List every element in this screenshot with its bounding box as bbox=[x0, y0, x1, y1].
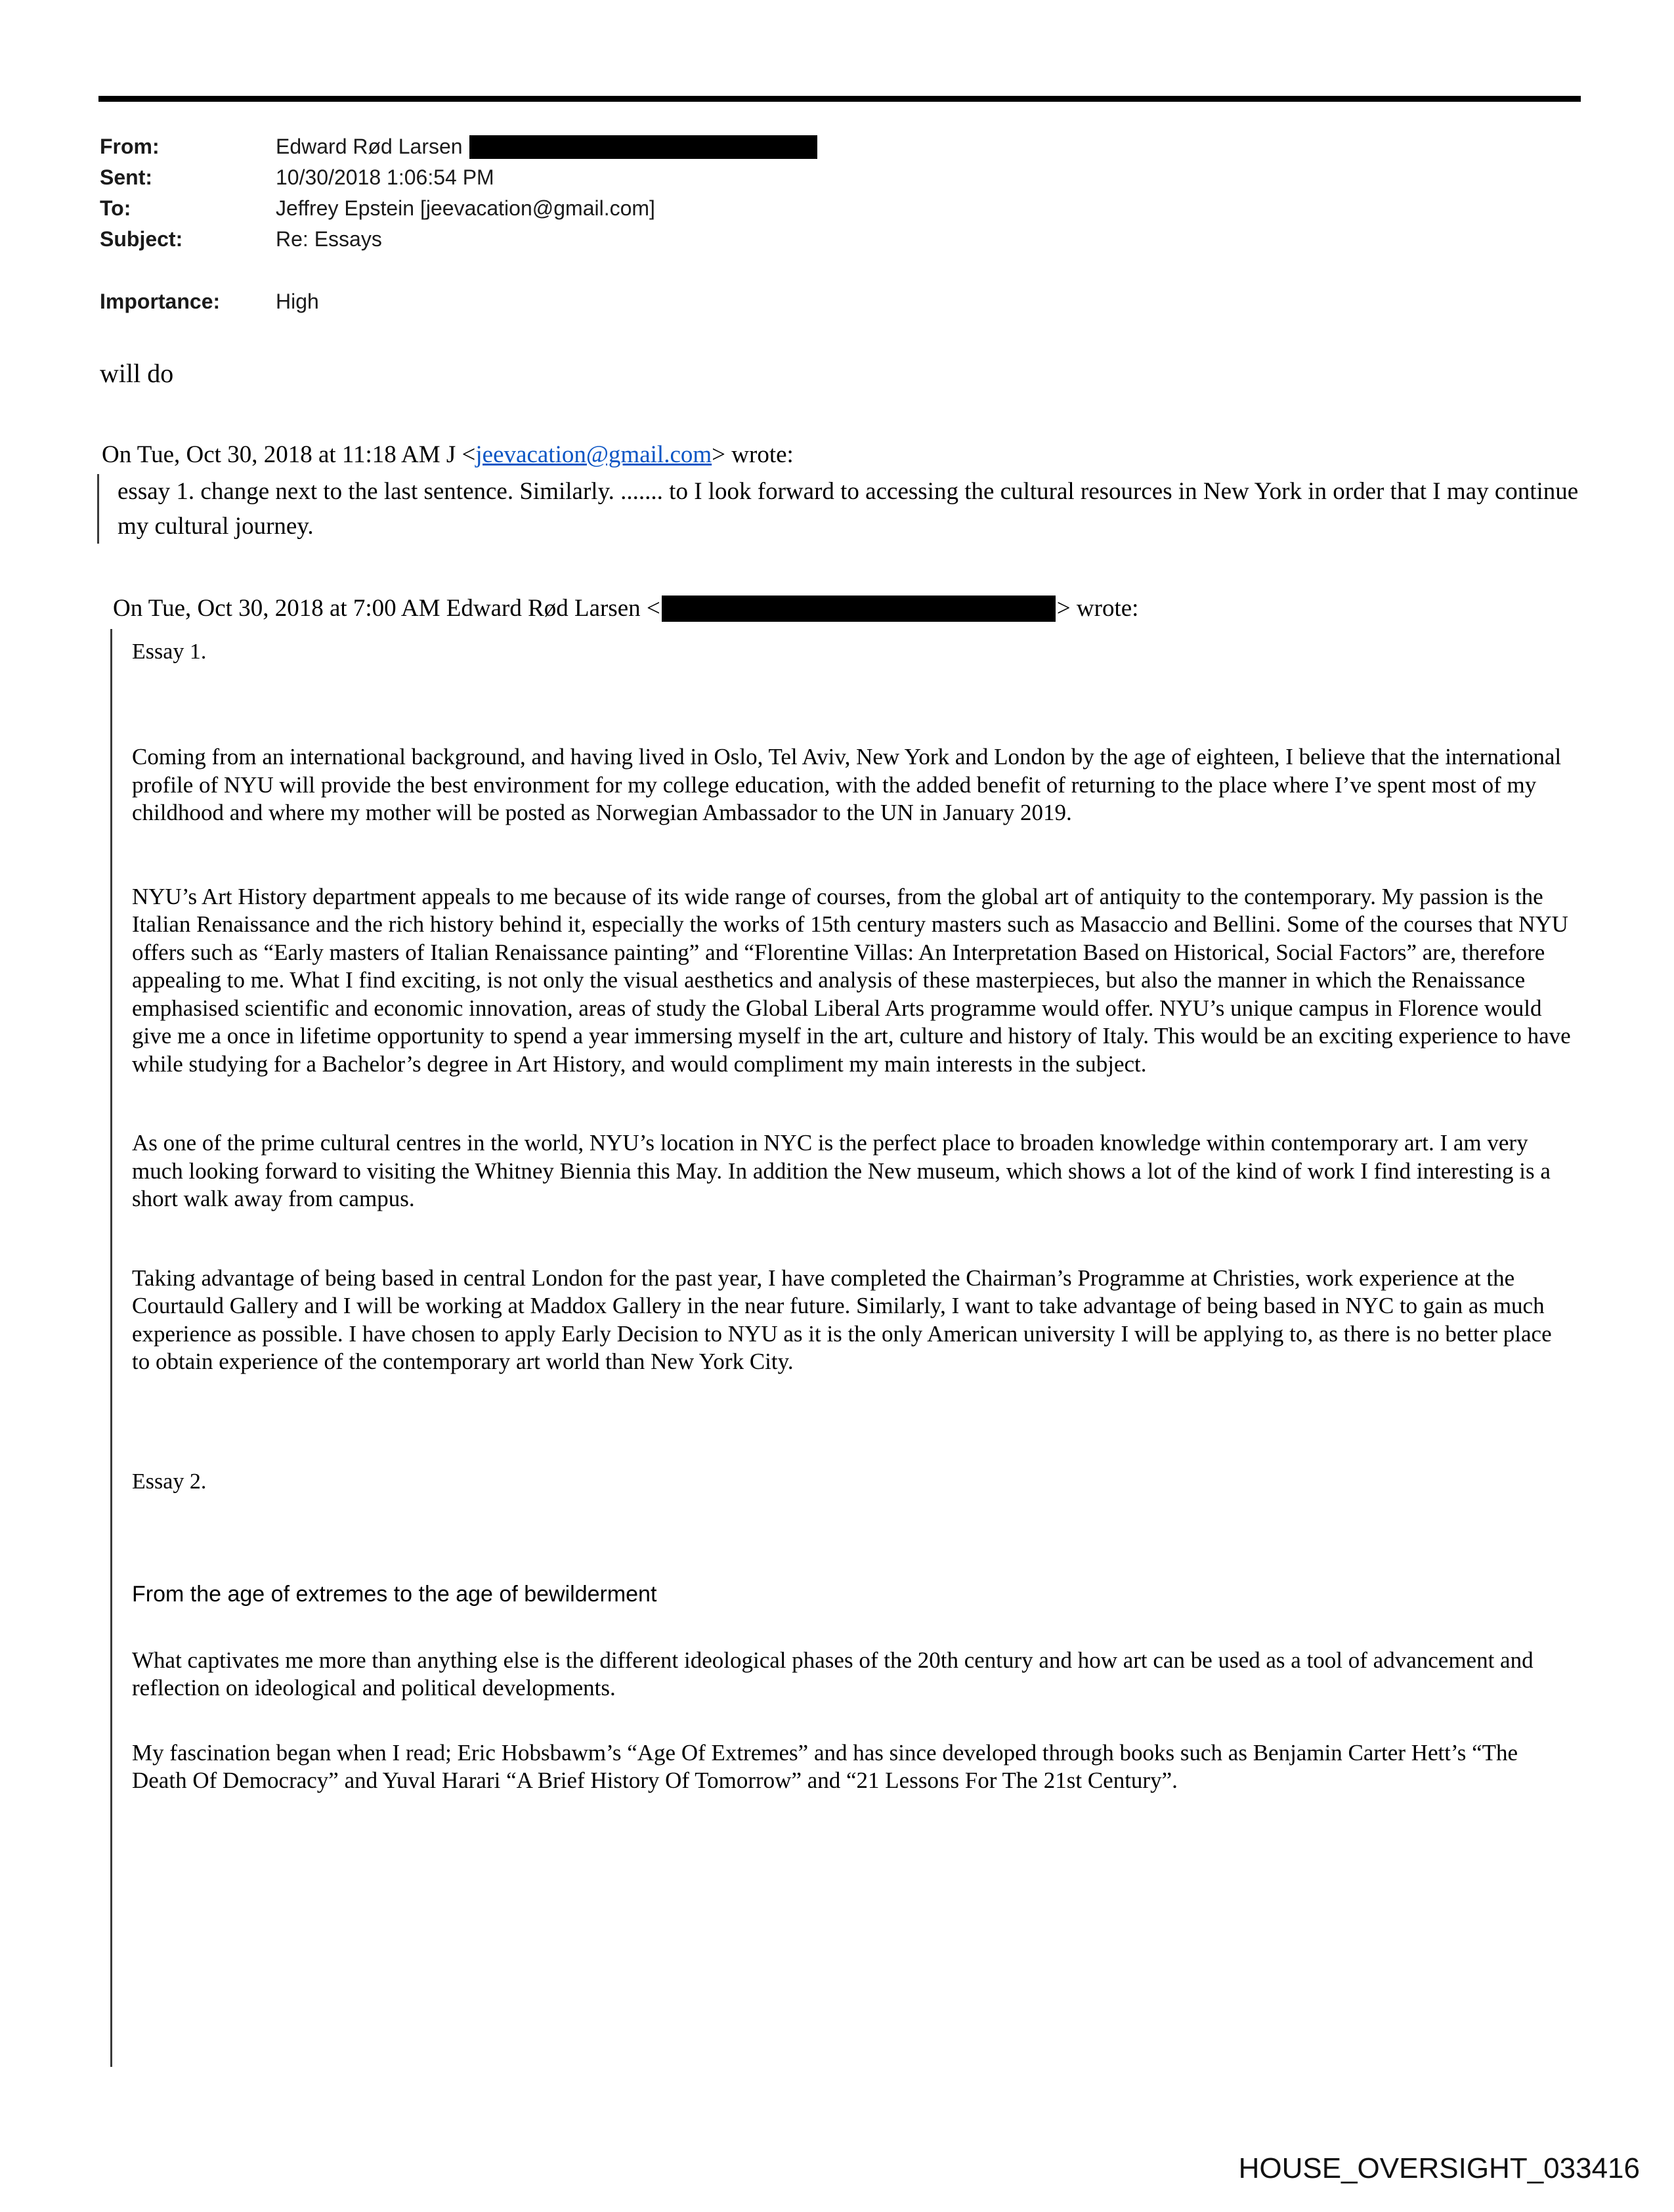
to-label: To: bbox=[100, 196, 131, 220]
essay2-label: Essay 2. bbox=[132, 1469, 207, 1494]
sent-value: 10/30/2018 1:06:54 PM bbox=[276, 165, 494, 189]
header-row-to bbox=[100, 193, 817, 224]
header-row-importance bbox=[100, 286, 817, 317]
importance-label: Importance: bbox=[100, 290, 221, 313]
quote2-attribution-prefix: On Tue, Oct 30, 2018 at 7:00 AM Edward Rød Larsen < bbox=[113, 595, 660, 622]
quote1-attribution-prefix: On Tue, Oct 30, 2018 at 11:18 AM J < bbox=[102, 441, 476, 468]
from-label: From: bbox=[100, 135, 160, 158]
quote1-attribution-suffix: > wrote: bbox=[712, 441, 794, 468]
essay-paragraph: Taking advantage of being based in central London for the past year, I have completed the Chairman’s Programme at Christies, work experience at the Courtauld Gallery and I will be working at Maddox Gallery in the near future. Similarly, I want to take advantage of being based in NYC to gain as much experience as possible. I have chosen to apply Early Decision to NYU as it is the only American university I will be applying to, as there is no better place to obtain experience of the contemporary art world than New York City. bbox=[132, 1265, 1552, 1374]
to-value: Jeffrey Epstein [jeevacation@gmail.com] bbox=[276, 196, 655, 220]
redacted-email-bar bbox=[469, 135, 817, 159]
quoted-message-2 bbox=[110, 629, 1587, 2067]
header-row-subject bbox=[100, 224, 817, 255]
reply-text: will do bbox=[100, 358, 174, 388]
quote2-attribution bbox=[113, 592, 1138, 625]
sent-label: Sent: bbox=[100, 165, 152, 189]
importance-value: High bbox=[276, 290, 319, 313]
bates-number: HOUSE_OVERSIGHT_033416 bbox=[1238, 2152, 1640, 2184]
header-divider-rule bbox=[98, 96, 1581, 102]
essay-paragraph: NYU’s Art History department appeals to me because of its wide range of courses, from the global art of antiquity to the contemporary. My passion is the Italian Renaissance and the rich history behind it, especially the works of 15th century masters such as Masaccio and Bellini. Some of the courses that NYU offers such as “Early masters of Italian Renaissance painting” and “Florentine Villas: An Interpretation Based on Historical, Social Factors” are, therefore appealing to me. What I find exciting, is not only the visual aesthetics and analysis of these masterpieces, but also the manner in which the Renaissance emphasised scientific and economic innovation, areas of study the Global Liberal Arts programme would offer. NYU’s unique campus in Florence would give me a once in lifetime opportunity to spend a year immersing myself in the art, culture and history of Italy. This would be an exciting experience to have while studying for a Bachelor’s degree in Art History, and would compliment my main interests in the subject. bbox=[132, 883, 1571, 1077]
essay1-label: Essay 1. bbox=[132, 640, 207, 664]
email-header bbox=[100, 131, 817, 317]
header-row-sent bbox=[100, 162, 817, 193]
essay-paragraph: As one of the prime cultural centres in the world, NYU’s location in NYC is the perfect place to broaden knowledge within contemporary art. I am very much looking forward to visiting the Whitney Biennia this May. In addition the New museum, which shows a lot of the kind of work I find interesting is a short walk away from campus. bbox=[132, 1130, 1551, 1211]
quoted-message-1 bbox=[97, 474, 1581, 544]
from-value-text: Edward Rød Larsen bbox=[276, 135, 463, 158]
redacted-email-bar bbox=[662, 596, 1056, 622]
quote1-attribution bbox=[102, 439, 794, 471]
essay2-title: From the age of extremes to the age of bewilderment bbox=[132, 1581, 657, 1607]
essay-paragraph: Coming from an international background, and having lived in Oslo, Tel Aviv, New York and London by the age of eighteen, I believe that the international profile of NYU will provide the best environment for my college education, with the added benefit of returning to the place where I’ve spent most of my childhood and where my mother will be posted as Norwegian Ambassador to the UN in January 2019. bbox=[132, 744, 1562, 825]
quote2-attribution-suffix: > wrote: bbox=[1056, 595, 1139, 622]
essay-paragraph: What captivates me more than anything else is the different ideological phases of the 20th century and how art can be used as a tool of advancement and reflection on ideological and political developments. bbox=[132, 1647, 1534, 1701]
subject-label: Subject: bbox=[100, 227, 183, 251]
email-link[interactable]: jeevacation@gmail.com bbox=[475, 441, 712, 468]
quote1-text: essay 1. change next to the last sentence. Similarly. ....... to I look forward to accessing the cultural resources in New York in order that I may continue my cultural journey. bbox=[118, 478, 1579, 540]
subject-value: Re: Essays bbox=[276, 227, 382, 251]
essay-paragraph: My fascination began when I read; Eric Hobsbawm’s “Age Of Extremes” and has since developed through books such as Benjamin Carter Hett’s “The Death Of Democracy” and Yuval Harari “A Brief History Of Tomorrow” and “21 Lessons For The 21st Century”. bbox=[132, 1739, 1518, 1793]
from-value bbox=[276, 131, 817, 162]
header-row-from bbox=[100, 131, 817, 162]
